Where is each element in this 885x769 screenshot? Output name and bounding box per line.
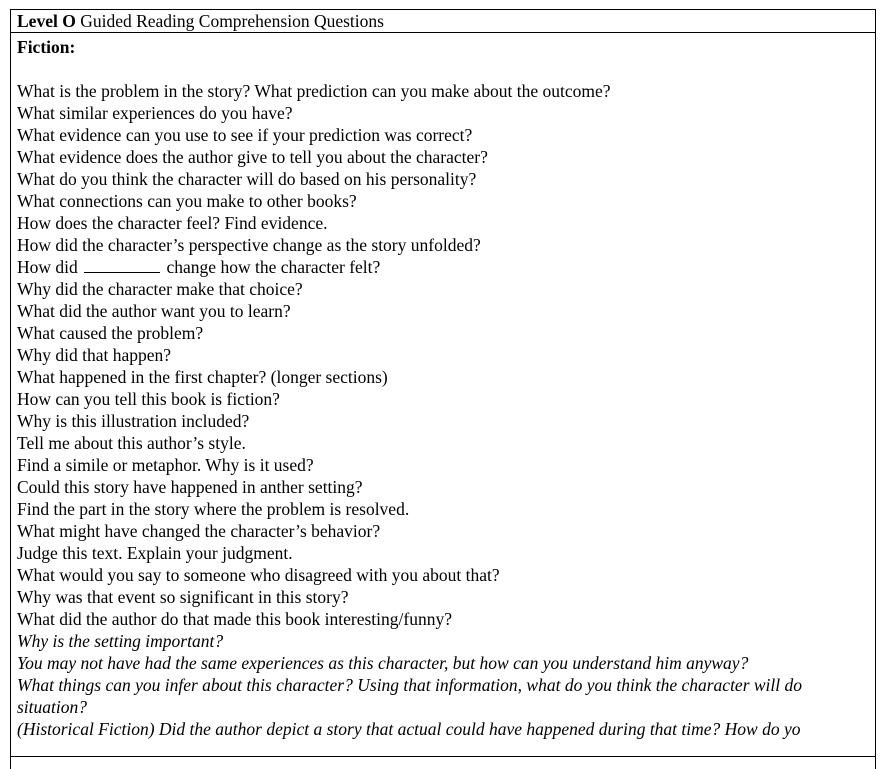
question-item: What is the problem in the story? What prediction can you make about the outcome?	[17, 81, 611, 101]
section-heading: Fiction:	[17, 37, 76, 57]
question-item: What similar experiences do you have?	[17, 103, 293, 123]
question-item: Judge this text. Explain your judgment.	[17, 543, 293, 563]
document-title: Guided Reading Comprehension Questions	[75, 11, 384, 31]
question-item: How did the character’s perspective change as the story unfolded?	[17, 235, 481, 255]
question-item: How does the character feel? Find evidence.	[17, 213, 328, 233]
question-item-with-blank	[17, 256, 875, 278]
question-item: What do you think the character will do based on his personality?	[17, 169, 477, 189]
question-item: What might have changed the character’s behavior?	[17, 521, 381, 541]
question-item: Find a simile or metaphor. Why is it used?	[17, 455, 314, 475]
fill-in-blank	[84, 257, 160, 273]
questions-table	[10, 9, 876, 769]
table-bottom-rule	[10, 756, 876, 757]
level-label: Level O	[17, 11, 76, 31]
question-part: change how the character felt?	[166, 257, 381, 277]
question-item: What evidence does the author give to tell you about the character?	[17, 147, 488, 167]
question-item: What did the author do that made this book interesting/funny?	[17, 609, 452, 629]
question-item: Why was that event so significant in this story?	[17, 587, 349, 607]
questions-cell	[11, 33, 875, 740]
italic-question-continuation: situation?	[17, 697, 88, 717]
question-item: Find the part in the story where the problem is resolved.	[17, 499, 410, 519]
italic-question-item: Why is the setting important?	[17, 631, 224, 651]
italic-question-item: You may not have had the same experiences as this character, but how can you understand him anyway?	[17, 653, 749, 673]
question-item: What did the author want you to learn?	[17, 301, 291, 321]
question-item: What connections can you make to other books?	[17, 191, 357, 211]
question-item: Why is this illustration included?	[17, 411, 250, 431]
table-header	[11, 10, 875, 33]
blank-line	[17, 58, 875, 80]
question-item: What caused the problem?	[17, 323, 204, 343]
question-part: How did	[17, 257, 78, 277]
italic-question-item: What things can you infer about this character? Using that information, what do you think the character will do	[17, 675, 803, 695]
question-item: What would you say to someone who disagreed with you about that?	[17, 565, 500, 585]
question-item: Tell me about this author’s style.	[17, 433, 246, 453]
question-item: What happened in the first chapter? (longer sections)	[17, 367, 388, 387]
italic-question-item: (Historical Fiction) Did the author depict a story that actual could have happened during that time? How do yo	[17, 719, 801, 739]
question-item: How can you tell this book is fiction?	[17, 389, 280, 409]
question-item: Why did the character make that choice?	[17, 279, 303, 299]
question-item: What evidence can you use to see if your prediction was correct?	[17, 125, 473, 145]
question-item: Could this story have happened in anther setting?	[17, 477, 363, 497]
question-item: Why did that happen?	[17, 345, 172, 365]
